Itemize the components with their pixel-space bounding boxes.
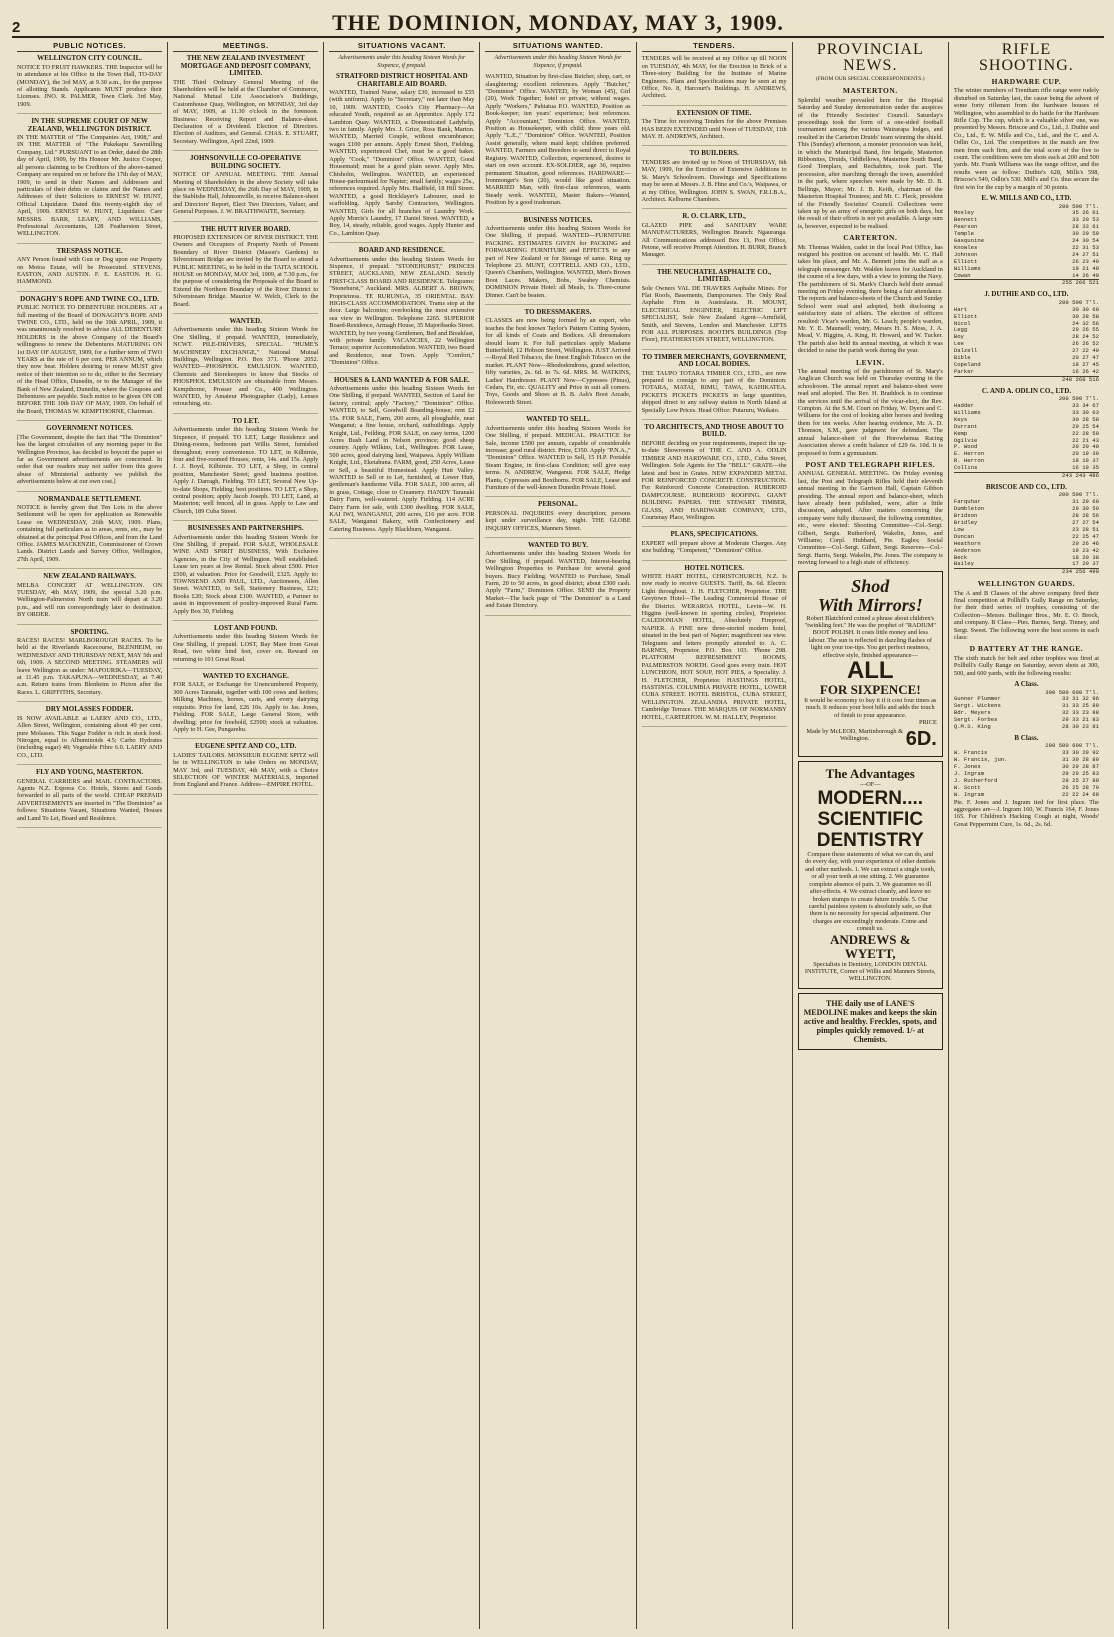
- ad-of: —OF—: [859, 780, 881, 788]
- score-values: 27 22 49: [1072, 347, 1099, 355]
- ad-body: [The Government, despite the fact that "The Dominion" has the largest circulation of any morning paper in the Wellington Province, has decided to boycott the paper so far as Government advertisements are concerned. In order that our readers may not suffer from this grave abuse of Ministerial authority we publish the advertisements below at our own cost.]: [17, 433, 163, 486]
- ad-title: HOTEL NOTICES.: [684, 563, 744, 572]
- score-values: 29 26 55: [1072, 326, 1099, 334]
- advertisement: [173, 55, 318, 151]
- score-values: 33 20 53: [1072, 216, 1099, 224]
- ad-title: WANTED TO BUY.: [528, 540, 588, 549]
- score-values: 28 30 23 81: [1062, 723, 1099, 731]
- score-values: 19 21 40: [1072, 264, 1099, 272]
- score-name: Heathorn: [953, 539, 981, 547]
- score-values: 35 26 61: [1072, 209, 1099, 217]
- score-values: 28 33 61: [1072, 223, 1099, 231]
- score-name: J. Ingram: [953, 769, 985, 777]
- ad-body: Advertisements under this heading Sixteen Words for Sixpence, if prepaid. "STONEHURST," PRINCES STREET, AUCKLAND, NEW ZEALAND. Strictly FIRST-CLASS BOARD AND RESIDENCE. Telegrams: "Stonehurst," Auckland. MRS. ALBERT A. BROWN, Proprietress. TE RURUNGA, 35 ORIENTAL BAY. HIGH-CLASS ACCOMMODATION. Trams stop at the door. Large balconies; overlooking the most extensive sea view in Wellington. Telephone 2265. SUPERIOR Board-Residence, Armagh House, 35 Majoribanks Street. WANTED, by two young Gentlemen, Bed and Breakfast, with private family. VACANCIES, 22 Wellington Terrace; superior Accommodation. WANTED, two Board and Residence, near Town. Apply "Comfort," "Dominion" Office.: [329, 255, 475, 367]
- advertisement: [642, 110, 787, 147]
- score-name: Q.M.S. King: [953, 723, 991, 731]
- score-values: 28 25 27 80: [1062, 776, 1099, 784]
- score-name: Kemp: [953, 429, 968, 437]
- score-values: 33 30 29 92: [1062, 749, 1099, 757]
- ad-maker-row: [804, 719, 937, 750]
- ad-firm-sub: Specialists in Dentistry, LONDON DENTAL INSTITUTE, Corner of Willis and Manners Streets, WELLINGTON.: [804, 960, 936, 983]
- score-values: 31 30 28 89: [1062, 756, 1099, 764]
- score-total: 255 266 521: [1062, 279, 1099, 287]
- advertisement: [17, 496, 162, 570]
- ad-body: THE daily use of LANE'S MEDOLINE makes and keeps the skin active and healthy. Freckles, spots, and pimples quickly removed. 1/- at Chemists.: [803, 998, 937, 1044]
- ad-title: TO BUILDERS.: [689, 149, 739, 158]
- score-values: 29 33 21 83: [1062, 716, 1099, 724]
- score-name: Elliott: [953, 257, 978, 265]
- score-row: [954, 792, 1099, 799]
- score-name: Gunner Plummer: [953, 695, 1001, 703]
- score-row: [954, 369, 1099, 376]
- advertisement: [173, 318, 318, 414]
- score-name: Legg: [953, 326, 968, 334]
- ad-body: Sole Owners VAL DE TRAVERS Asphalte Mines. For Flat Roofs, Basements, Dampcourses. The Only Real Asphalte Firm in Australasia. H. MOUNT, ELECTRICAL ENGINEER, ELECTRIC LIFT SPECIALIST, Sole New Zealand Agent—Armfield, Smith, and Stevens, London and Manchester. LIFTS FOR ALL PURPOSES. BOOTH'S BUILDINGS (Top Floor), FEATHERSTON STREET, WELLINGTON.: [641, 284, 787, 344]
- advertisement: [173, 743, 318, 794]
- score-total: 243 243 486: [1062, 472, 1099, 480]
- column-heading: TENDERS.: [642, 42, 787, 52]
- score-name: Boy: [953, 333, 964, 341]
- score-name: Pearson: [953, 223, 978, 231]
- ad-body: Advertisements under this heading Sixteen Words for One Shilling, if prepaid. MEDICAL. PRACTICE for Sale, income £500 per annum, capable of considerable increase; good rural district. Price, £350. Apply "P.N.A.," "Dominion" Office. WANTED to Sell, 15 H.P. Portable Steam Engine, in first-class Condition; will give easy terms. N. ANDREW, Wanganui. FOR SALE, Hedge Plants, Cypresses and Boxthorns. FOR SALE, Lease and Furniture of the well-known Dunedin Private Hotel.: [485, 424, 631, 491]
- score-name: Parker: [953, 367, 974, 375]
- score-values: 33 30 63: [1072, 408, 1099, 416]
- story-body: Mr. Thomas Walden, cadet in the local Post Office, has resigned his position on account of health. Mr. C. Hall takes his place, and Mr. A. Bennett joins the staff as a telegraph messenger. Mr. Walden leaves for Auckland in the course of a few days, with a view to joining the Navy. The parishioners of St. Mark's Church held their annual meeting on Friday evening, there being a fair attendance. The reports and balance-sheets of the Church and Sunday School were read and adopted, both disclosing a satisfactory state of affairs. The election of officers resulted: Vicar's warden, Mr. G. Leach; people's warden, Mr. Y. E. Maunsell; vestry, Messrs H. S. Moss, J. A. Mead, V. Higgins, A. King, H. Howard, and W. Tucker. The parish also held its annual meeting, at which it was decided to raise the parish work during the year.: [797, 243, 943, 355]
- ad-title: WANTED.: [229, 317, 262, 325]
- ad-headline: Shod: [851, 575, 890, 596]
- ad-tail: It would be economy to buy it if it cost four times as much. It reduces your boot bills and adds the touch of finish to your appearance.: [804, 697, 937, 719]
- advertisement: [485, 501, 630, 538]
- advertisement: [642, 565, 787, 728]
- advertisement: [173, 673, 318, 739]
- ad-title: PERSONAL.: [538, 500, 578, 509]
- ad-body: THE Third Ordinary General Meeting of the Shareholders will be held at the Chamber of Commerce, National Mutual Life Association's Buildings, Customhouse Quay, Wellington, on MONDAY, 3rd day of MAY, 1909, at 11.30 o'clock in the forenoon. Business: Receiving Report and Balance-sheet. Declaration of a Dividend. Election of Directors. Election of Auditors, and General. CHAS. E. STUART, Secretary. Wellington, April 22nd, 1909.: [173, 78, 319, 145]
- ad-body: Advertisements under this heading Sixteen Words for One Shilling, if prepaid. WANTED, Interest-bearing Wellington Properties to Purchase for several good buyers. Bucy Fielding. WANTED to Purchase, Small Farm, 20 to 50 acres, in good district; about £300 cash. Apply "Farm," Dominion Office. SEND the Property Market—The back page of "The Dominion" is a Land and Estate Directory.: [485, 550, 631, 610]
- advertisement: [17, 573, 162, 624]
- score-values: 27 27 54: [1072, 518, 1099, 526]
- score-row: [954, 273, 1099, 280]
- page-number: 2: [12, 19, 21, 36]
- score-name: Duncan: [953, 532, 974, 540]
- score-name: Mosley: [953, 209, 974, 217]
- advertisement: [485, 309, 630, 412]
- score-name: Dalzell: [953, 347, 978, 355]
- ad-body: NOTICE TO FRUIT HAWKERS. THE Inspector will be in attendance at his Office in the Town Hall, TO-DAY (MONDAY), the 3rd MAY, at 9.30 a.m., for the purpose of allotting Stands. Applicants MUST produce their Licenses. JNO. R. PALMER, Town Clerk. 3rd May, 1909.: [17, 63, 163, 108]
- score-values: 20 26 46: [1072, 539, 1099, 547]
- score-table-title: BRISCOE AND CO., LTD.: [985, 482, 1067, 491]
- score-values: 28 28 56: [1072, 512, 1099, 520]
- ad-body: PROPOSED EXTENSION OF RIVER DISTRICT. THE Owners and Occupiers of Property North of Present Boundary of River District (Mason's Gardens) to Silverstream Bridge are invited by the Board to attend a PUBLIC MEETING, to be held in the TAITA SCHOOL HOUSE on MONDAY, MAY 3rd, 1909, at 7.30 p.m., for the purpose of considering the Proposals of the Board to Extend the Northern Boundary of the River District to Silverstream Bridge. Maurice W. Welch, Clerk to the Board.: [173, 233, 319, 308]
- score-values: 33 31 32 96: [1062, 695, 1099, 703]
- ad-body: IN THE MATTER of "The Companies Act, 1908," and IN THE MATTER of "The Pukekapu Sawmilling Company, Ltd." PURSUANT to an Order, dated the 28th day of April, 1909, by His Honour Mr. Justice Cooper, all persons claiming to be Creditors of the above-named Company are required on or before the 17th day of MAY, 1909, to send in their Names and Addresses and particulars of their debts or claims and the Names and Addresses of their Solicitors to ERNEST W. HUNT, Official Liquidator. Dated this twenty-eighth day of April, 1909. ERNEST W. HUNT, Liquidator. Care MESSRS. BARR, LEARY, AND WILLIAMS, Professional Accountants, 128 Featherston Street, WELLINGTON.: [17, 134, 163, 238]
- column-situations-wanted: [480, 42, 636, 1629]
- score-name: Low: [953, 525, 964, 533]
- advertisement: [642, 269, 787, 350]
- score-table-title: E. W. MILLS AND CO., LTD.: [981, 194, 1072, 203]
- display-ad-plain: [798, 993, 943, 1050]
- ad-title: WANTED TO SELL.: [526, 415, 590, 424]
- ad-body: NOTICE OF ANNUAL MEETING. THE Annual Meeting of Shareholders in the above Society will take place on WEDNESDAY, the 26th Day of MAY, 1909, in the Stablishe Hall, Johnsonville, to receive Balance-sheet and Directors' Report, Elect Two Directors, Valuer, and General Purposes. J. W. BRAITHWAITE, Secretary.: [173, 171, 319, 216]
- score-name: Cowan: [953, 271, 971, 279]
- score-values: 22 25 47: [1072, 532, 1099, 540]
- ad-price-label: PRICE: [918, 719, 937, 727]
- story-town: POST AND TELEGRAPH RIFLES.: [805, 459, 936, 469]
- ad-title: WELLINGTON CITY COUNCIL.: [37, 54, 142, 63]
- score-header-cols: 200 500 T'l.: [1058, 395, 1099, 403]
- score-values: 29 30 59: [1072, 505, 1099, 513]
- score-name: Johnson: [953, 250, 978, 258]
- advertisement: [485, 73, 630, 212]
- story-body: ANNUAL GENERAL MEETING. On Friday evening last, the Post and Telegraph Rifles held their eleventh annual meeting in the Garrison Hall, Captain Gibbon presiding. The annual report and balance-sheet, which have already been published, were, after a little discussion, adopted. After matters concerning the company were fully discussed, the following committee, etc., were elected: Shooting Committee—Col.-Sergt. Gilbert, Sergts. Rutherford, Wakelin, Jones, and Williams; Corpl. Hubbard, Pte. Eagles; Social Committee—Col.-Sergt. Gilbert, Sergt. Reserves—Col.-Sergt. Harris, Sergt. Wakelin, Pte. Jones. The company is moving forward to a high state of efficiency.: [797, 470, 943, 567]
- advertisement: [642, 354, 787, 420]
- score-name: Elliott: [953, 312, 978, 320]
- score-name: W. Francis, jun.: [953, 756, 1008, 764]
- score-header-cols: 200 500 T'l.: [1058, 202, 1099, 210]
- ad-title: HOUSES & LAND WANTED & FOR SALE.: [333, 375, 470, 384]
- score-name: Bridley: [953, 518, 978, 526]
- ad-body: PERSONAL INQUIRIES every description; persons kept under surveillance day, night. THE GLOBE INQUIRY OFFICES, Manners Street.: [485, 509, 631, 532]
- score-values: 33 34 67: [1072, 401, 1099, 409]
- ad-body: Robert Blatchford coined a phrase about children's "twinkling feet." He was the prophet of "RADIUM" BOOT POLISH. It costs little money and less labour. The sun is reflected in dazzling flashes of light on your toe-tips. You get perfect neatness, effective style, finished appearance—: [804, 614, 936, 659]
- ad-title: NEW ZEALAND RAILWAYS.: [43, 572, 136, 581]
- score-name: Copeland: [953, 360, 981, 368]
- score-values: 18 19 37: [1072, 457, 1099, 465]
- ad-title: THE NEW ZEALAND INVESTMENT MORTGAGE AND DEPOSIT COMPANY, LIMITED.: [180, 54, 311, 78]
- advertisement: [17, 706, 162, 765]
- score-name: W. Ingram: [953, 790, 985, 798]
- ad-title: PLANS, SPECIFICATIONS.: [670, 530, 758, 539]
- score-values: 24 32 56: [1072, 319, 1099, 327]
- score-values: 31 29 60: [1072, 498, 1099, 506]
- ad-body: ANY Person found with Gun or Dog upon our Property on Motoa Estate, will be Prosecuted. STEVENS, EASTON, AND AUSTIN. F. E. EASTON. H. G. HAMMOND.: [17, 256, 163, 286]
- score-name: Sergt. Wickens: [953, 702, 1001, 710]
- ad-body: Advertisements under this heading Sixteen Words for One Shilling, if prepaid. WANTED—FURNITURE PACKING. ESTIMATES GIVEN for PACKING and FORWARDING FURNITURE and EFFECTS to any part of New Zealand or for Storage of same. Ring up Telephone 23. MUNT, COTTRELL AND CO., LTD., Queen's Chambers, Wellington. WANTED, Men's Brown Boot Laces. Makers, Bobs, Swabey Chemists. DOMINION Private Hotel: all Meals, 1s. Three-course Dinner. Can't be beaten.: [485, 224, 631, 299]
- advertisement: [329, 377, 474, 540]
- rifle-footer: Pte. F. Jones and J. Ingram tied for first place. The aggregates are—J. Ingram 160, W. Francis 164, F. Jones 165. For Children's Hacking Cough at night, Woods' Great Peppermint Cure, 1s. 6d., 2s. 6d.: [953, 798, 1099, 828]
- score-values: 26 25 28 79: [1062, 783, 1099, 791]
- ad-body: EXPERT will prepare above at Moderate Charges. Any size building. "Competent," "Dominion" Office.: [641, 539, 787, 555]
- score-row: [954, 724, 1099, 731]
- score-name: F. Jones: [953, 763, 981, 771]
- advertisement: [173, 155, 318, 221]
- story-body: The winter members of Trentham rifle range were rudely disturbed on Saturday last, the cause being the advent of some forty riflemen from the hardware houses of Wellington, who assembled to do battle for the Hardware Rifle Cup. The cup, which is a valuable silver one, was presented by Messrs. Briscoe and Co., Ltd., J. Duthie and Co., Ltd., E. W. Mills and Co., Ltd., and the C. and A. Odlin Co., Ltd. The competitors in the match are five men from each firm, and the total score of the five to count. The conditions were ten shots each at 200 and 500 yards. Mr. Frank Williams was the range officer, and the results were as follow: Duthie's 628, Mills's 598, Briscoe's 549, Odlin's 530. Mill's and Co. thus secure the first win for the cup by a margin of 30 points.: [953, 87, 1099, 191]
- score-values: 24 30 54: [1072, 237, 1099, 245]
- story-body: Splendid weather prevailed here for the Hospital Saturday and Sunday demonstration under the auspices of the Friendly Societies' Council. Saturday's proceedings took the form of a one-sided football tournament among the various Wairarapa lodges, and resulted in the Carterton Druids' team winning the shield. This (Sunday) afternoon, a monster procession was held, in which the Municipal Band, fire brigade, Masterton Ribbonites, Druids, Oddfellows, Masterton South Band, Good Templars, and Rechabites, took part. The procession, after marching through the town, assembled in the park, where speeches were made by Mr. D. B. Bellings, Mayor; Mr. J. B. Keith, chairman of the Masterton Hospital Trustees; and Mr. C. Fleck, president of the Friendly Societies' Council. Collections were taken up by an army of energetic girls on both days, but the result of their efforts is not yet available. A large sum is, however, expected to be realised.: [797, 96, 943, 230]
- score-name: Hart: [953, 305, 968, 313]
- column-meetings: [168, 42, 324, 1629]
- score-values: 22 28 50: [1072, 429, 1099, 437]
- story-town: WELLINGTON GUARDS.: [977, 579, 1076, 589]
- score-values: 14 26 40: [1072, 271, 1099, 279]
- score-name: Hadder: [953, 401, 974, 409]
- ad-title: TO ARCHITECTS, AND THOSE ABOUT TO BUILD.: [644, 423, 784, 439]
- score-values: 19 23 42: [1072, 546, 1099, 554]
- ad-title: NORMANDALE SETTLEMENT.: [38, 494, 142, 503]
- ad-title: BOARD AND RESIDENCE.: [358, 246, 445, 255]
- ad-body: RACES! RACES! MARLBOROUGH RACES. To be held at the Riverlands Racecourse, BLENHEIM, on WEDNESDAY AND THURSDAY NEXT, MAY 5th and 6th, 1909. A SECOND MEETING. STEAMERS will leave Wellington as under: MAPOURIKA—TUESDAY, at 11.45 p.m. TAKAPUNA—WEDNESDAY, at 7.40 a.m. Return trains from Blenheim to Picton after the Races. L. GRIFFITHS, Secretary.: [17, 637, 163, 696]
- heading-note: Advertisements under this heading Sixteen Words for Sixpence, if prepaid.: [338, 55, 466, 69]
- advertisement: [17, 769, 162, 828]
- advertisement: [17, 629, 162, 703]
- score-name: Lee: [953, 340, 964, 348]
- score-values: 20 27 47: [1072, 354, 1099, 362]
- score-values: 17 20 37: [1072, 560, 1099, 568]
- ad-title: EUGENE SPITZ AND CO., LTD.: [195, 742, 297, 751]
- score-total: 248 268 516: [1062, 375, 1099, 383]
- score-values: 16 19 35: [1072, 464, 1099, 472]
- ad-body: The Time for receiving Tenders for the above Premises HAS BEEN EXTENDED until Noon of TUESDAY, 11th MAY. H. ANDREWS, Architect.: [641, 118, 787, 141]
- advertisement: [329, 73, 474, 243]
- score-values: 30 28 58: [1072, 415, 1099, 423]
- column-rifle-shooting: [949, 42, 1104, 1629]
- ad-title: LOST AND FOUND.: [213, 624, 278, 633]
- advertisement: [485, 416, 630, 497]
- score-table-title: A Class.: [1014, 680, 1039, 689]
- ad-body: Advertisements under this heading Sixteen Words for One Shilling, if prepaid. FOR SALE, WHOLESALE WINE AND SPIRIT BUSINESS, With Exclusive Agencies, in the City of Wellington. Well established. Lease ten years at low Rental. Stock about £500. Price £500, at valuation. Price for Goodwill, £325. Apply to: TOWNSEND AND PAUL, LTD., Auctioneers, Allen Street. WANTED, to Sell, Stationery Business, £21; Books £20; Stock about £100. WANTED, a Partner to assist in improvement of poultry-improved Rural Farm. Apply Box 30, Fielding.: [173, 533, 319, 615]
- score-name: Knowles: [953, 243, 978, 251]
- advertisement: [642, 424, 787, 527]
- score-name: Keys: [953, 415, 968, 423]
- display-ad-dentistry: [798, 761, 943, 989]
- score-values: 24 27 51: [1072, 250, 1099, 258]
- score-name: Gasquoine: [953, 237, 985, 245]
- score-name: Bible: [953, 354, 971, 362]
- score-name: W. Scott: [953, 783, 981, 791]
- score-values: 30 29 28 87: [1062, 763, 1099, 771]
- score-values: 29 25 54: [1072, 422, 1099, 430]
- score-name: J. Rutherford: [953, 776, 998, 784]
- advertisement: [17, 296, 162, 422]
- ad-big-text: MODERN....: [817, 788, 924, 810]
- ad-title: TO DRESSMAKERS.: [524, 308, 592, 316]
- advertisement: [642, 213, 787, 264]
- masthead: [12, 8, 1104, 38]
- score-values: 30 29 59: [1072, 230, 1099, 238]
- score-row: [954, 465, 1099, 472]
- ad-title: STRATFORD DISTRICT HOSPITAL AND CHARITABLE AID BOARD.: [336, 72, 468, 88]
- score-total: 234 256 490: [1062, 568, 1099, 576]
- heading-note: Advertisements under this heading Sixteen Words for Sixpence, if prepaid.: [494, 55, 622, 69]
- ad-title: TO LET.: [232, 416, 260, 425]
- advertisement: [329, 247, 474, 373]
- ad-body: Advertisements under this heading Sixteen Words for One Shilling, if prepaid. WANTED, Section of Land for factory, central; apply "Factory," "Dominion" Office. WANTED, to Sell, Goodwill Boarding-house; rent £2 15s. FOR SALE, Farm, 200 acres, all ploughable, near Wanganui; a fine house, orchard, outbuildings. Apply Knight, Ltd., Feilding. FOR SALE, on easy terms, 1200 Acres Bush Land in Nelson province; good sheep country. Apply Wilkins, Ltd., Wellington. FOR Lease, 500 acres, good dairying land, Waipawa. Apply William Knight, Ltd., Eketahuna. FARM, good, 250 Acres, Lease or Sell, a beautiful Homestead. Apply Hutt Valley. WANTED to Sell or to Let, furnished, at Lower Hutt, gentleman's handsome Villa. FOR SALE, 100 acres, all in grass, Cottage, close to Creamery. HANDY Taranaki Dairy Farm, well-watered. Apply Fielding. 114 ACRE Dairy Farm for sale, with £300 dwelling. FOR SALE, KAI IWI, WANGANUI, 200 acres, £16 per acre. FOR SALE, Wanganui Bakery, with Confectionery and Catering Business. Apply Blackburn, Wanganui.: [329, 385, 475, 533]
- ad-body: Advertisements under this heading Sixteen Words for Sixpence, if prepaid. TO LET, Large Residence and Dining-rooms, bedroom part Willis Street, furnished throughout; every convenience. TO LET, in Kilbirnie, four and five-roomed Houses; rents, 14s. and 15s. Apply J. J. Boyd, Kilbirnie. TO LET, a Shop, in central position, Manchester Street; good business position. Apply J. Darragh, Fielding. TO LET, Several New Up-to-date Shops, Fielding; best positions. TO LET, a Shop, central position; apply Jacob Joseph. TO LET, Land, at Masterton; well fenced, all in grass. Apply to Law and Church, 189 Cuba Street.: [173, 426, 319, 515]
- score-total-row: [954, 472, 1099, 480]
- score-values: 22 31 53: [1072, 243, 1099, 251]
- score-name: Ogilvie: [953, 436, 978, 444]
- columns: [12, 42, 1104, 1629]
- ad-body: LADIES' TAILORS. MONSIEUR EUGENE SPITZ will be in WELLINGTON to take Orders on MONDAY, MAY 3rd, and TUESDAY, 4th MAY, with a Choice SELECTION OF WINTER MATERIALS, imported from England and France. Address—EMPIRE HOTEL.: [173, 751, 319, 789]
- newspaper-title: THE DOMINION, MONDAY, MAY 3, 1909.: [332, 10, 784, 35]
- ad-body: Advertisements under this heading Sixteen Words for One Shilling, if prepaid. WANTED, immediately, NCWT. PILE-DRIVERS, SPECIAL. "HUME'S MACHINERY EXCHANGE," National Mutual Buildings, Wellington. P.O. Box 371. 'Phone 2052. WANTED—PHOSPHOL EMULSION. WANTED, Chemists and Storekeepers to know that Stocks of PHOSPHOL EMULSION are obtainable from Messrs. Kempthorne, Prosser and Co., 400 Wellington. WANTED, by Amateur Photographer (Lady), Lenses retouching, etc.: [173, 326, 319, 408]
- story-town: D BATTERY AT THE RANGE.: [969, 644, 1084, 654]
- ad-body: GLAZED PIPE and SANITARY WARE MANUFACTURERS, Wellington Branch: Ngauranga. All Communications addressed Box 13, Post Office, Petone, will receive Prompt Attention. H. BURR, Branch Manager.: [641, 221, 787, 259]
- ad-body: BEFORE deciding on your requirements, inspect the up-to-date Showrooms of THE C. AND A. ODLIN TIMBER AND HARDWARE CO., LTD., Cuba Street, Wellington. Sole Agents for The "BELL" GRATE—the latest and best in Grates. NEW EXPANDED METAL FOR REINFORCED CONCRETE CONSTRUCTION. For Reinforced Concrete Construction. RUBEROID DAMPCOURSE. RUBEROID ROOFING. GIANT BUILDING PAPERS. THE STEWART TIMBER, GLASS, AND HARDWARE COMPANY, LTD., Courtenay Place, Wellington.: [641, 439, 787, 521]
- score-values: 32 33 23 88: [1062, 709, 1099, 717]
- score-name: Sergt. Forbes: [953, 716, 998, 724]
- story-body: The sixth match for belt and other trophies was fired at Pollhill's Gully Range on Saturday, seven shots at 300, 500, and 600 yards, with the following results:: [953, 654, 1099, 677]
- score-header-cols: 200 500 T'l.: [1058, 491, 1099, 499]
- ad-body: Compare these statements of what we can do, and do every day, with your experience of other dentists and other methods. 1. We can extract a single tooth, or all your teeth at one sitting. 2. We guarantee complete absence of pain. 3. We guarantee no ill after-effects. 4. We extract cleanly, and leave no broken stumps to create future trouble. 5. Our careful painless system is absolutely safe, so that there is no necessity for special adjustment. Our charges are exceedingly moderate. Come and consult us.: [804, 851, 936, 933]
- score-values: 18 27 45: [1072, 360, 1099, 368]
- ad-price: FOR SIXPENCE!: [819, 682, 921, 698]
- column-heading: SITUATIONS VACANT.: [329, 42, 474, 52]
- ad-title: JOHNSONVILLE CO-OPERATIVE BUILDING SOCIETY.: [190, 154, 302, 170]
- score-name: Bennett: [953, 216, 978, 224]
- advertisement: [17, 425, 162, 491]
- ad-all: ALL: [846, 657, 894, 685]
- score-values: 18 20 38: [1072, 553, 1099, 561]
- score-values: 20 19 39: [1072, 450, 1099, 458]
- provincial-news-heading: PROVINCIAL NEWS.: [816, 42, 924, 74]
- story-town: CARTERTON.: [843, 233, 898, 243]
- ad-title: EXTENSION OF TIME.: [676, 108, 752, 117]
- advertisement: [642, 55, 787, 105]
- score-values: 31 33 25 89: [1062, 702, 1099, 710]
- score-name: Farquhar: [953, 498, 981, 506]
- ad-title: R. O. CLARK, LTD.,: [682, 212, 746, 221]
- ad-body: IS NOW AVAILABLE at LAERY AND CO., LTD., Allen Street, Wellington, containing about 49 per cent. pure Molasses. This Sugar Fodder is rich in stock food. Nitrogen, equal to Albuminoids 4.5; Carbo Hydrates (including sugar) 40; Vegetable Fibre 6.0. LAERY AND CO., LTD.: [17, 714, 163, 759]
- ad-body: CLASSES are now being formed by an expert, who teaches the best known Taylor's Pattern Cutting System, for all kinds of Coats and Bodices. All dressmakers should learn it. For full particulars apply Madame Butterfield, 12 Hobson Street, Wellington. JUST Arrived—Royal Red Tobacco, the finest English Tobacco on the market. PLANT Now—Rhododendrons, grand selection, fifty varieties, 2s. 6d. to 7s. 6d. MRS. M. WATKINS, Ladies' Hairdresser. PLANT Now—Cypresses (Pinus), Cedars, Fir, etc. QUALITY and Price in suit all comers. Toys, Goods and Shoes at B. B. Ash's Boot Arcade, Holesworth Street.: [485, 317, 631, 406]
- score-row: [954, 561, 1099, 568]
- column-public-notices: [12, 42, 168, 1629]
- ad-body: Advertisements under this heading Sixteen Words for One Shilling, if prepaid. LOST, Bay Mare from Great Road, two white hind feet, cover on. Reward on returning to 101 Great Road.: [173, 633, 319, 663]
- ad-body: PUBLIC NOTICE TO DEBENTURE HOLDERS. AT a full meeting of the Board of DONAGHY'S ROPE AND TWINE CO., LTD., held on the 19th APRIL, 1909, it was unanimously resolved to advise ALL DEBENTURE HOLDERS in the above Company of the Board's willingness to renew the Debentures MATURING ON 1st DAY OF AUGUST, 1909, for a further term of TWO YEARS at the rate of 6 per cent. PER ANNUM, which they now bear. Holders desiring to renew MUST give notice of their intention so to do, either to the Secretary of the Head Office, Dunedin, or to the Manager of the Bank of New Zealand, Dunedin, where the Coupons and Debentures are payable. Such notice to be given ON OR BEFORE THE 10th DAY OF MAY, 1909. On behalf of the Board, THOMAS W. KEMPTHORNE, Chairman.: [17, 304, 163, 415]
- story-town: MASTERTON.: [842, 86, 898, 96]
- score-header-cols: 200 500 T'l.: [1058, 298, 1099, 306]
- ad-body: NOTICE is hereby given that Ten Lots in the above Settlement will be open for application as Renewable Lease on WEDNESDAY, 26th MAY, 1909. Plans, containing full particulars as to areas, rents, etc., may be obtained at the principal Post Offices, and from the Land Office. JAMES MACKENZIE, Commissioner of Crown Lands. District Lands and Survey Office, Wellington, 27th April, 1909.: [17, 503, 163, 563]
- story-town: HARDWARE CUP.: [991, 77, 1062, 86]
- column-provincial-news: [793, 42, 949, 1629]
- column-heading: SITUATIONS WANTED.: [485, 42, 630, 52]
- ad-body: TENDERS are invited up to Noon of THURSDAY, 6th MAY, 1909, for the Erection of Extensive Additions to St. Mary's Schoolroom. Drawings and Specifications may be seen at Messrs. J. B. Hine and Co.'s, Waipawa, or at my Office, Wellington. JOHN S. SWAN, F.R.I.B.A., Architect. Kelburne Chambers.: [641, 158, 787, 203]
- score-table-title: B Class.: [1014, 733, 1039, 742]
- ad-title: GOVERNMENT NOTICES.: [46, 424, 133, 433]
- score-name: Bdr. Meyers: [953, 709, 991, 717]
- score-table-title: C. AND A. ODLIN CO., LTD.: [981, 386, 1072, 395]
- rifle-heading: RIFLE SHOOTING.: [979, 42, 1074, 74]
- ad-title: THE HUTT RIVER BOARD.: [201, 224, 291, 233]
- column-heading: PUBLIC NOTICES.: [17, 42, 162, 52]
- score-name: Anderson: [953, 546, 981, 554]
- score-values: 29 29 25 83: [1062, 769, 1099, 777]
- advertisement: [17, 248, 162, 292]
- ad-title: WANTED TO EXCHANGE.: [202, 672, 289, 681]
- score-name: Durrant: [953, 422, 978, 430]
- score-table-title: J. DUTHIE AND CO., LTD.: [984, 290, 1069, 299]
- score-header-cols: 300 500 600 T'l.: [1045, 688, 1099, 696]
- score-total-row: [954, 376, 1099, 384]
- score-name: E. Herron: [953, 450, 985, 458]
- advertisement: [642, 531, 787, 560]
- score-name: P. Wood: [953, 443, 978, 451]
- score-total-row: [954, 279, 1099, 287]
- story-body: The A and B Classes of the above company fired their final competition at Pollhill's Gully Range on Saturday, for their third series of trophies, consisting of the Collection—Messrs. Bullinger Bros., Mr. E. O. Brock, and company. B Class—Ptes. Barnes, Sergt. Tinney, and Sergt. Sweet. The following were the best scores in each class:: [953, 589, 1099, 642]
- ad-price-value: 6D.: [905, 727, 937, 750]
- score-values: 22 22 24 68: [1062, 790, 1099, 798]
- score-name: R. Herron: [953, 457, 985, 465]
- ad-firm: ANDREWS & WYETT,: [830, 931, 911, 961]
- ad-price-box: [906, 719, 937, 750]
- score-values: 28 24 52: [1072, 333, 1099, 341]
- ad-body: FOR SALE, or Exchange for Unencumbered Property, 300 Acres Taranaki, together with 100 cows and heifers; Milking Machines, horses, carts, and every dairying requisite. Price for land, £26 10s. Apply to Jas. Jones, Fielding. FOR SALE, Large General Store, with dwelling; price for freehold, £2500; stock at valuation. Apply to H. Gee, Pungarehu.: [173, 681, 319, 733]
- advertisement: [173, 625, 318, 669]
- ad-body: TENDERS will be received at my Office up till NOON on TUESDAY, 4th MAY, for the Erection in Brick of a Three-story Building for the Institute of Marine Engineers. Plans and Specifications may be seen at my Office, No. 8, Harcourt's Buildings. H. ANDREWS, Architect.: [641, 55, 787, 100]
- score-name: W. Francis: [953, 749, 988, 757]
- score-name: Beck: [953, 553, 968, 561]
- score-values: 30 28 58: [1072, 312, 1099, 320]
- score-name: Bailey: [953, 560, 974, 568]
- ad-title: THE NEUCHATEL ASPHALTE CO., LIMITED.: [657, 267, 772, 284]
- score-name: Williams: [953, 264, 981, 272]
- score-header-cols: 200 500 600 T'l.: [1045, 742, 1099, 750]
- ad-title: DONAGHY'S ROPE AND TWINE CO., LTD.: [20, 294, 159, 303]
- ad-body: THE TAUPO TOTARA TIMBER CO., LTD., are now prepared to consign to any part of the Dominion: TOTARA, MATAI, RIMU, TAWA, KAHIKATEA. PICKETS PICKETS PICKETS in large quantities, shipped direct to any railway station in North Island at Specially Low Prices. Head Office: Putaruru, Waikato.: [641, 369, 787, 414]
- advertisement: [485, 542, 630, 616]
- advertisement: [17, 118, 162, 244]
- ad-big-text: DENTISTRY: [816, 830, 924, 852]
- score-values: 30 30 60: [1072, 305, 1099, 313]
- score-name: Bridson: [953, 512, 978, 520]
- score-values: 20 20 40: [1072, 443, 1099, 451]
- advertisement: [173, 525, 318, 621]
- score-values: 26 26 52: [1072, 340, 1099, 348]
- advertisement: [642, 150, 787, 209]
- ad-maker: Made by McLEOD, Martinborough & Wellington.: [806, 727, 904, 742]
- display-ad-shod: [798, 571, 943, 757]
- ad-headline: With Mirrors!: [817, 594, 923, 615]
- score-name: Dumbleton: [953, 505, 985, 513]
- ad-title: SPORTING.: [70, 627, 109, 636]
- column-heading: MEETINGS.: [173, 42, 318, 52]
- score-name: Temple: [953, 230, 974, 238]
- score-values: 26 23 49: [1072, 257, 1099, 265]
- column-situations-vacant: [324, 42, 480, 1629]
- ad-body: WHITE HART HOTEL, CHRISTCHURCH, N.Z. Is now ready to receive GUESTS. Tariff, 8s. 6d. Electric Light throughout. J. H. FLETCHER, Proprietor. THE Greytown Hotel—The Leading Commercial House of the District. WERAROA HOTEL, Levin—W. H. Higgins (well-known in sporting circles), Proprietor. CALEDONIAN HOTEL, Absolutely Fireproof, NAPIER. A FINE new three-storied modern hotel, situated in the best part of Napier; magnificent sea view. Telegrams and letters promptly attended to. A. C. BARNES, Proprietor. P.O. Box 103. 'Phone 298. PLATFORM REFRESHMENT ROOMS, PALMERSTON NORTH. Good goes every train. HOT LUNCHEON, HOT SOUP, HOT PIES, a Speciality. J. H. FLETCHER, Proprietor. HASTINGS HOTEL, HASTINGS. COLUMBIA PRIVATE HOTEL, LOWER CUBA STREET. HOTEL BRISTOL, CUBA STREET, WELLINGTON. ZEALANDIA PRIVATE HOTEL, Cambridge Terrace. THE MARQUIS OF NORMANBY HOTEL, CARTERTON. W. M. HALLEY, Proprietor.: [641, 572, 787, 721]
- ad-title: FLY AND YOUNG, MASTERTON.: [35, 768, 144, 777]
- ad-body: MELBA CONCERT AT WELLINGTON. ON TUESDAY, 4th MAY, 1909, the special 3.20 p.m. Wellington-Palmerston North train will depart at 3.20 p.m., and will run correspondingly later to destination. BY ORDER.: [17, 581, 163, 619]
- ad-title: IN THE SUPREME COURT OF NEW ZEALAND, WELLINGTON DISTRICT.: [27, 117, 152, 133]
- ad-title: TO TIMBER MERCHANTS, GOVERNMENT, AND LOCAL BODIES.: [642, 352, 786, 369]
- ad-body: WANTED, Trained Nurse, salary £30, increased to £55 (with uniform). Apply to "Secretary," not later than May 10, 1909. WANTED, Cook's City Pharmacy—An educated Youth, required as an Apprentice. Apply 172 Lambton Quay. WANTED, a Domesticated Ladyhelp, two in family. Apply Mrs. J. Grice, Ross Bank, Marton. WANTED, Married Couple, without encumbrance; wages £100 per annum. Apply Ernest Short, Fielding. WANTED, experienced Chef, must be a good baker. Apply "Cook," "Dominion" Office. WANTED, Good Housemaid; must be a good plain sewer. Apply Mrs. Chisholm, Wellington. WANTED, an experienced House-parlourmaid for Napier; small family; wages 25s., references required. Apply Mrs. Hadfield, 18 Hill Street. WANTED, a good Bricklayer's Labourer, used to scaffolding. Apply Sarsby Contractors, Wellington. WANTED, Girls for all branches of Laundry Work. Apply Morris's Laundry, 17 Daniel Street. WANTED, a Boy, 14, steady, reliable, good wages. Apply Hunter and Co., Lambton Quay.: [329, 89, 475, 237]
- score-name: Nicol: [953, 319, 971, 327]
- score-values: 16 26 42: [1072, 367, 1099, 375]
- ad-body: GENERAL CARRIERS and MAIL CONTRACTORS. Agents N.Z. Express Co. Hotels, Stores and Goods forwarded to all parts of the world. CHEAP PREPAID ADVERTISEMENTS are inserted in "The Dominion" as follows: Situations Vacant, Situations Wanted, Houses and Land To Let, Board and Residence.: [17, 777, 163, 822]
- advertisement: [17, 55, 162, 114]
- column-tenders: [637, 42, 793, 1629]
- score-values: 22 21 43: [1072, 436, 1099, 444]
- ad-title: DRY MOLASSES FODDER.: [45, 705, 134, 714]
- ad-title: BUSINESS NOTICES.: [523, 215, 593, 224]
- ad-title: BUSINESSES AND PARTNERSHIPS.: [187, 524, 304, 533]
- ad-headline: The Advantages: [825, 765, 915, 781]
- score-name: Collins: [953, 464, 978, 472]
- advertisement: [173, 418, 318, 521]
- ad-body: WANTED, Situation by first-class Butcher, shop, cart, or slaughtering; excellent references. Apply "Butcher," "Dominion" Office. WANTED, by Woman (45), Girl (20), Work Together; hotel or private; without wages. Apply "Workers," Pahiatua P.O. WANTED, Position as Book-keeper; ten years' experience; best references. Apply "Accountant," Dominion Office. WANTED, Position as Housekeeper, with child; three years old. Apply "L.E.," "Dominion" Office. WANTED, Position Assist generally, where maid kept; children preferred. WANTED, Farmers and Breeders to send direct to Royal Registry. WANTED, Collection, experienced, desires to start on own account. EX-SOLDIER, age 36, requires permanent Situation, good references. HARDWARE—Ironmonger's Son (20), would like good situation. MARRIED Man, with first-class references, wants Steady work. WANTED, Master Bakers—Wanted, Position by a good tradesman.: [485, 73, 631, 207]
- ad-title: TRESPASS NOTICE.: [56, 246, 123, 255]
- provincial-news-subheading: (FROM OUR SPECIAL CORRESPONDENTS.): [815, 76, 925, 82]
- score-total-row: [954, 568, 1099, 576]
- advertisement: [173, 226, 318, 314]
- story-town: LEVIN.: [855, 357, 885, 367]
- ad-big-text: SCIENTIFIC: [817, 809, 924, 831]
- advertisement: [485, 217, 630, 305]
- story-body: The annual meeting of the parishioners of St. Mary's Anglican Church was held on Thursday evening in the schoolroom. The annual report and balance-sheet were read and adopted. The Rev. H. Braddock is to continue the services until the arrival of the vicar-elect, the Rev. Compton. At the S.M. Court on Friday, W. Dyers and C. Williams for the cost of looking after horses and feeding them for ten weeks. After hearing evidence, Mr. A. D. Thomson, S.M., gave judgment for defendant. The annual balance-sheet of the Horowhenua Racing Association shows a credit balance of £29 6s. 10d. It is proposed to form a gymnasium.: [797, 368, 943, 457]
- score-values: 23 28 51: [1072, 525, 1099, 533]
- score-name: Williams: [953, 408, 981, 416]
